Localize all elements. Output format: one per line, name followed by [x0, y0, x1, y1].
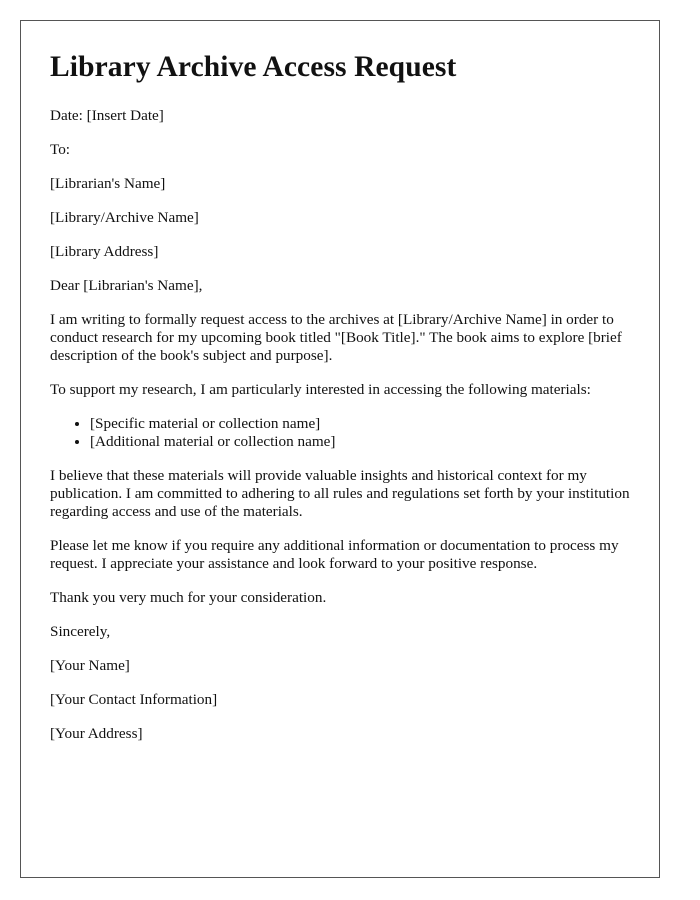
list-item: • [Specific material or collection name]	[90, 415, 634, 433]
letter-body	[50, 49, 634, 759]
sender-address: [Your Address]	[50, 725, 143, 742]
paragraph-request: I am writing to formally request access to the archives at [Library/Archive Name] in order to conduct research for my upcoming book titled "[Book Title]." The book aims to explore [brief description of the book's subject and purpose].	[50, 311, 622, 364]
archive-name: [Library/Archive Name]	[50, 209, 199, 226]
sender-name: [Your Name]	[50, 657, 130, 674]
paragraph-followup: Please let me know if you require any additional information or documentation to process my request. I appreciate your assistance and look forward to your positive response.	[50, 537, 619, 572]
salutation: Dear [Librarian's Name],	[50, 277, 203, 294]
to-label: To:	[50, 141, 71, 158]
paragraph-commitment: I believe that these materials will provide valuable insights and historical context for my publication. I am committed to adhering to all rules and regulations set forth by your institution regarding access and use of the materials.	[50, 467, 630, 520]
sender-contact: [Your Contact Information]	[50, 691, 218, 708]
letter-title: Library Archive Access Request	[50, 51, 457, 83]
letter-page	[20, 20, 660, 878]
thanks-line: Thank you very much for your consideration.	[50, 589, 327, 606]
closing-line: Sincerely,	[50, 623, 111, 640]
recipient-name: [Librarian's Name]	[50, 175, 166, 192]
paragraph-materials-intro: To support my research, I am particularly interested in accessing the following materials:	[50, 381, 591, 398]
library-address: [Library Address]	[50, 243, 159, 260]
date-line: Date: [Insert Date]	[50, 107, 164, 124]
list-item: • [Additional material or collection name]	[90, 433, 634, 451]
materials-list	[50, 415, 634, 451]
